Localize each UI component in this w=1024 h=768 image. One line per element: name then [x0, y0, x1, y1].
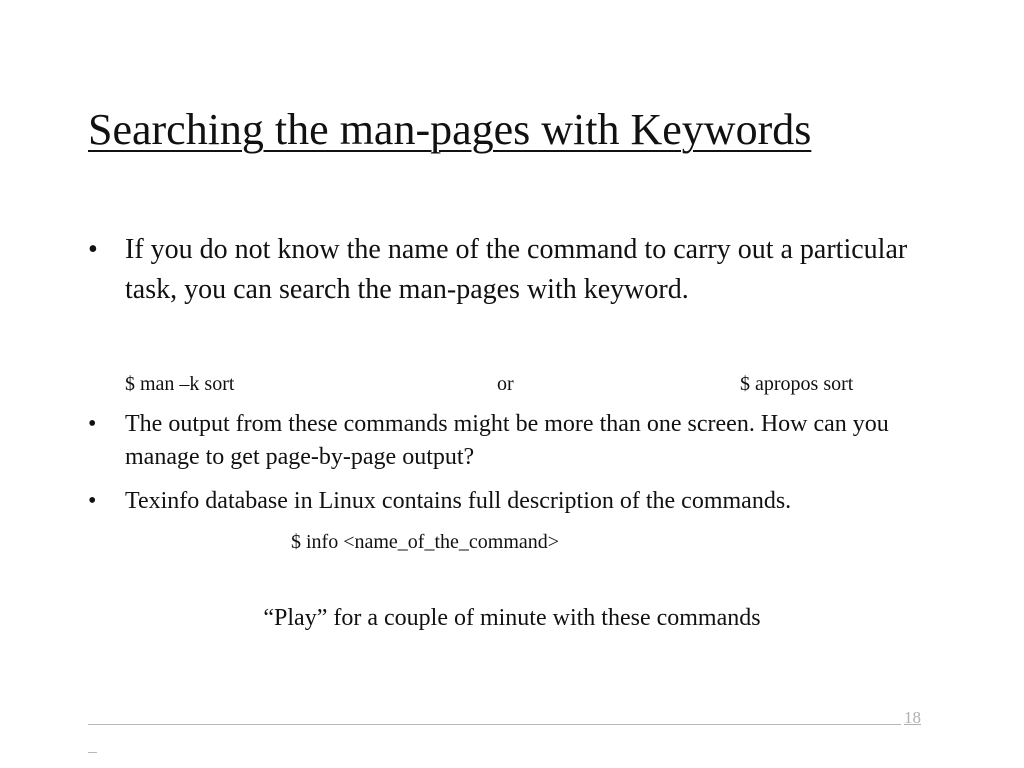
play-note: “Play” for a couple of minute with these commands: [263, 605, 761, 631]
bullet-text: Texinfo database in Linux contains full description of the commands.: [125, 488, 792, 514]
bullet-item: [88, 485, 948, 518]
bullet-marker: •: [88, 234, 98, 265]
command-info: $ info <name_of_the_command>: [291, 531, 560, 553]
footer-stub-line: [88, 752, 97, 753]
command-or-label: or: [497, 373, 514, 395]
command-man-k: $ man –k sort: [125, 373, 235, 395]
command-apropos: $ apropos sort: [740, 373, 854, 395]
bullet-item: [88, 230, 948, 310]
page-number: 18: [904, 708, 921, 727]
slide-title: Searching the man-pages with Keywords: [88, 105, 812, 154]
footer-divider: [88, 724, 901, 725]
bullet-marker: •: [88, 488, 97, 514]
bullet-item: [88, 408, 948, 474]
bullet-text: The output from these commands might be more than one screen. How can you manage to get page-by-page output?: [125, 411, 889, 470]
bullet-marker: •: [88, 411, 97, 437]
bullet-text: If you do not know the name of the command to carry out a particular task, you can search the man-pages with keyword.: [125, 234, 908, 305]
